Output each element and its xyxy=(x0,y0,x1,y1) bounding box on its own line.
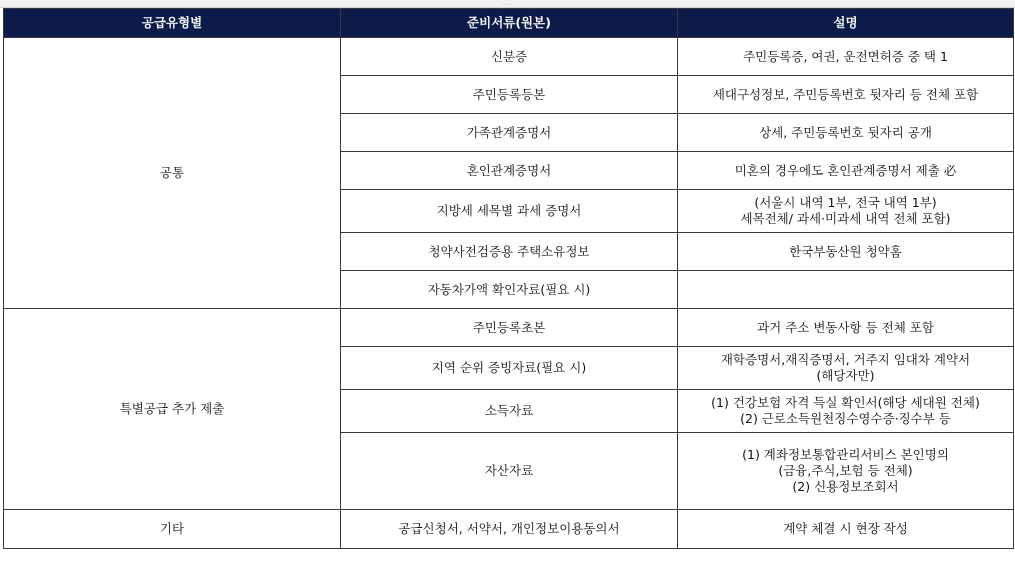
category-etc: 기타 xyxy=(4,510,341,549)
description-line: 세대구성정보, 주민등록번호 뒷자리 등 전체 포함 xyxy=(712,86,979,102)
window-top-bar xyxy=(0,0,1015,8)
category-special-supply: 특별공급 추가 제출 xyxy=(4,309,341,510)
table-row xyxy=(4,309,1014,347)
table-row xyxy=(4,510,1014,549)
description-cell xyxy=(678,271,1014,309)
document-cell: 지역 순위 증빙자료(필요 시) xyxy=(341,347,678,390)
document-cell: 청약사전검증용 주택소유정보 xyxy=(341,233,678,271)
description-line: (금융,주식,보험 등 전체) xyxy=(778,463,913,478)
description-line: 미혼의 경우에도 혼인관계증명서 제출 必 xyxy=(734,162,957,178)
required-documents-table xyxy=(3,8,1014,549)
description-line: (서울시 내역 1부, 전국 내역 1부) xyxy=(754,195,937,210)
description-line: 세목전체/ 과세·미과세 내역 전체 포함) xyxy=(740,211,951,226)
document-cell: 소득자료 xyxy=(341,390,678,433)
resize-grip[interactable]: .... xyxy=(501,0,514,7)
description-cell xyxy=(678,38,1014,76)
document-cell: 지방세 세목별 과세 증명서 xyxy=(341,190,678,233)
document-cell: 신분증 xyxy=(341,38,678,76)
description-line: (2) 신용정보조회서 xyxy=(792,479,899,494)
description-cell xyxy=(678,347,1014,390)
description-cell xyxy=(678,510,1014,549)
table-header-row xyxy=(4,9,1014,38)
document-cell: 자동차가액 확인자료(필요 시) xyxy=(341,271,678,309)
document-cell: 공급신청서, 서약서, 개인정보이용동의서 xyxy=(341,510,678,549)
description-cell xyxy=(678,152,1014,190)
description-cell xyxy=(678,433,1014,510)
category-common: 공통 xyxy=(4,38,341,309)
description-line: 계약 체결 시 현장 작성 xyxy=(783,521,908,536)
description-cell xyxy=(678,309,1014,347)
description-line: 재학증명서,재직증명서, 거주지 임대차 계약서 xyxy=(720,352,971,367)
document-cell: 혼인관계증명서 xyxy=(341,152,678,190)
description-line: 상세, 주민등록번호 뒷자리 공개 xyxy=(759,124,932,140)
description-line: (1) 계좌정보통합관리서비스 본인명의 xyxy=(742,447,949,462)
description-cell xyxy=(678,233,1014,271)
description-line: (2) 근로소득원천징수영수증·징수부 등 xyxy=(740,411,951,426)
document-cell: 자산자료 xyxy=(341,433,678,510)
description-line: (1) 건강보험 자격 득실 확인서(해당 세대원 전체) xyxy=(711,395,980,410)
description-line: 한국부동산원 청약홈 xyxy=(789,243,902,259)
header-supply-type: 공급유형별 xyxy=(4,9,341,38)
document-cell: 가족관계증명서 xyxy=(341,114,678,152)
table-row xyxy=(4,38,1014,76)
description-cell xyxy=(678,76,1014,114)
description-cell xyxy=(678,390,1014,433)
document-cell: 주민등록등본 xyxy=(341,76,678,114)
header-description: 설명 xyxy=(678,9,1014,38)
description-line: 과거 주소 변동사항 등 전체 포함 xyxy=(757,319,934,335)
description-cell xyxy=(678,190,1014,233)
header-documents: 준비서류(원본) xyxy=(341,9,678,38)
description-line: (해당자만) xyxy=(816,368,875,383)
description-cell xyxy=(678,114,1014,152)
description-line: 주민등록증, 여권, 운전면허증 중 택 1 xyxy=(743,48,948,64)
document-cell: 주민등록초본 xyxy=(341,309,678,347)
